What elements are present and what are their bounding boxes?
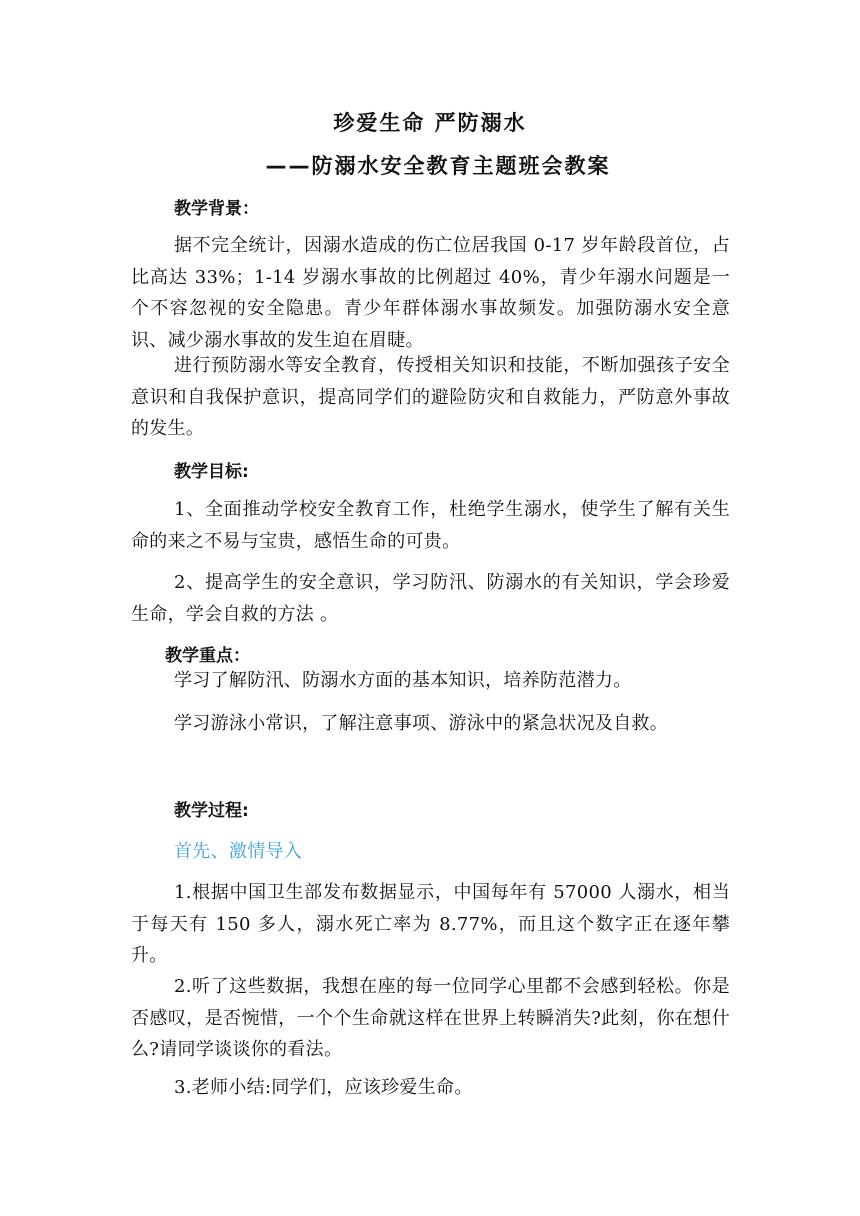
process-paragraph-3: 3.老师小结:同学们，应该珍爱生命。 — [174, 1077, 473, 1098]
key-point-2: 学习游泳小常识，了解注意事项、游泳中的紧急状况及自救。 — [174, 713, 669, 734]
goals-heading: 教学目标: — [174, 462, 249, 482]
key-point-1: 学习了解防汛、防溺水方面的基本知识，培养防范潜力。 — [174, 670, 632, 691]
goal-item-1: 1、全面推动学校安全教育工作，杜绝学生溺水，使学生了解有关生命的来之不易与宝贵，感悟生命的可贵。 — [131, 499, 730, 552]
background-paragraph-2: 进行预防溺水等安全教育，传授相关知识和技能，不断加强孩子安全意识和自我保护意识，提高同学们的避险防灾和自救能力，严防意外事故的发生。 — [131, 355, 730, 439]
goal-item-2: 2、提高学生的安全意识，学习防汛、防溺水的有关知识，学会珍爱生命，学会自救的方法 。 — [131, 572, 730, 625]
process-heading: 教学过程: — [174, 801, 249, 821]
background-heading: 教学背景： — [174, 199, 259, 219]
background-paragraph-1: 据不完全统计，因溺水造成的伤亡位居我国 0-17 岁年龄段首位，占比高达 33%；1-14 岁溺水事故的比例超过 40%，青少年溺水问题是一个不容忽视的安全隐患。青少年群体溺水事故频发。加强防溺水安全意识、减少溺水事故的发生迫在眉睫。 — [131, 235, 730, 351]
document-subtitle: ——防溺水安全教育主题班会教案 — [265, 154, 611, 178]
process-paragraph-1: 1.根据中国卫生部发布数据显示，中国每年有 57000 人溺水，相当于每天有 150 多人，溺水死亡率为 8.77%，而且这个数字正在逐年攀升。 — [131, 882, 730, 966]
key-points-heading: 教学重点： — [165, 646, 250, 666]
process-paragraph-2: 2.听了这些数据，我想在座的每一位同学心里都不会感到轻松。你是否感叹，是否惋惜，一个个生命就这样在世界上转瞬消失?此刻，你在想什么?请同学谈谈你的看法。 — [131, 976, 730, 1060]
document-title: 珍爱生命 严防溺水 — [333, 111, 527, 135]
step1-heading: 首先、激情导入 — [174, 841, 303, 862]
